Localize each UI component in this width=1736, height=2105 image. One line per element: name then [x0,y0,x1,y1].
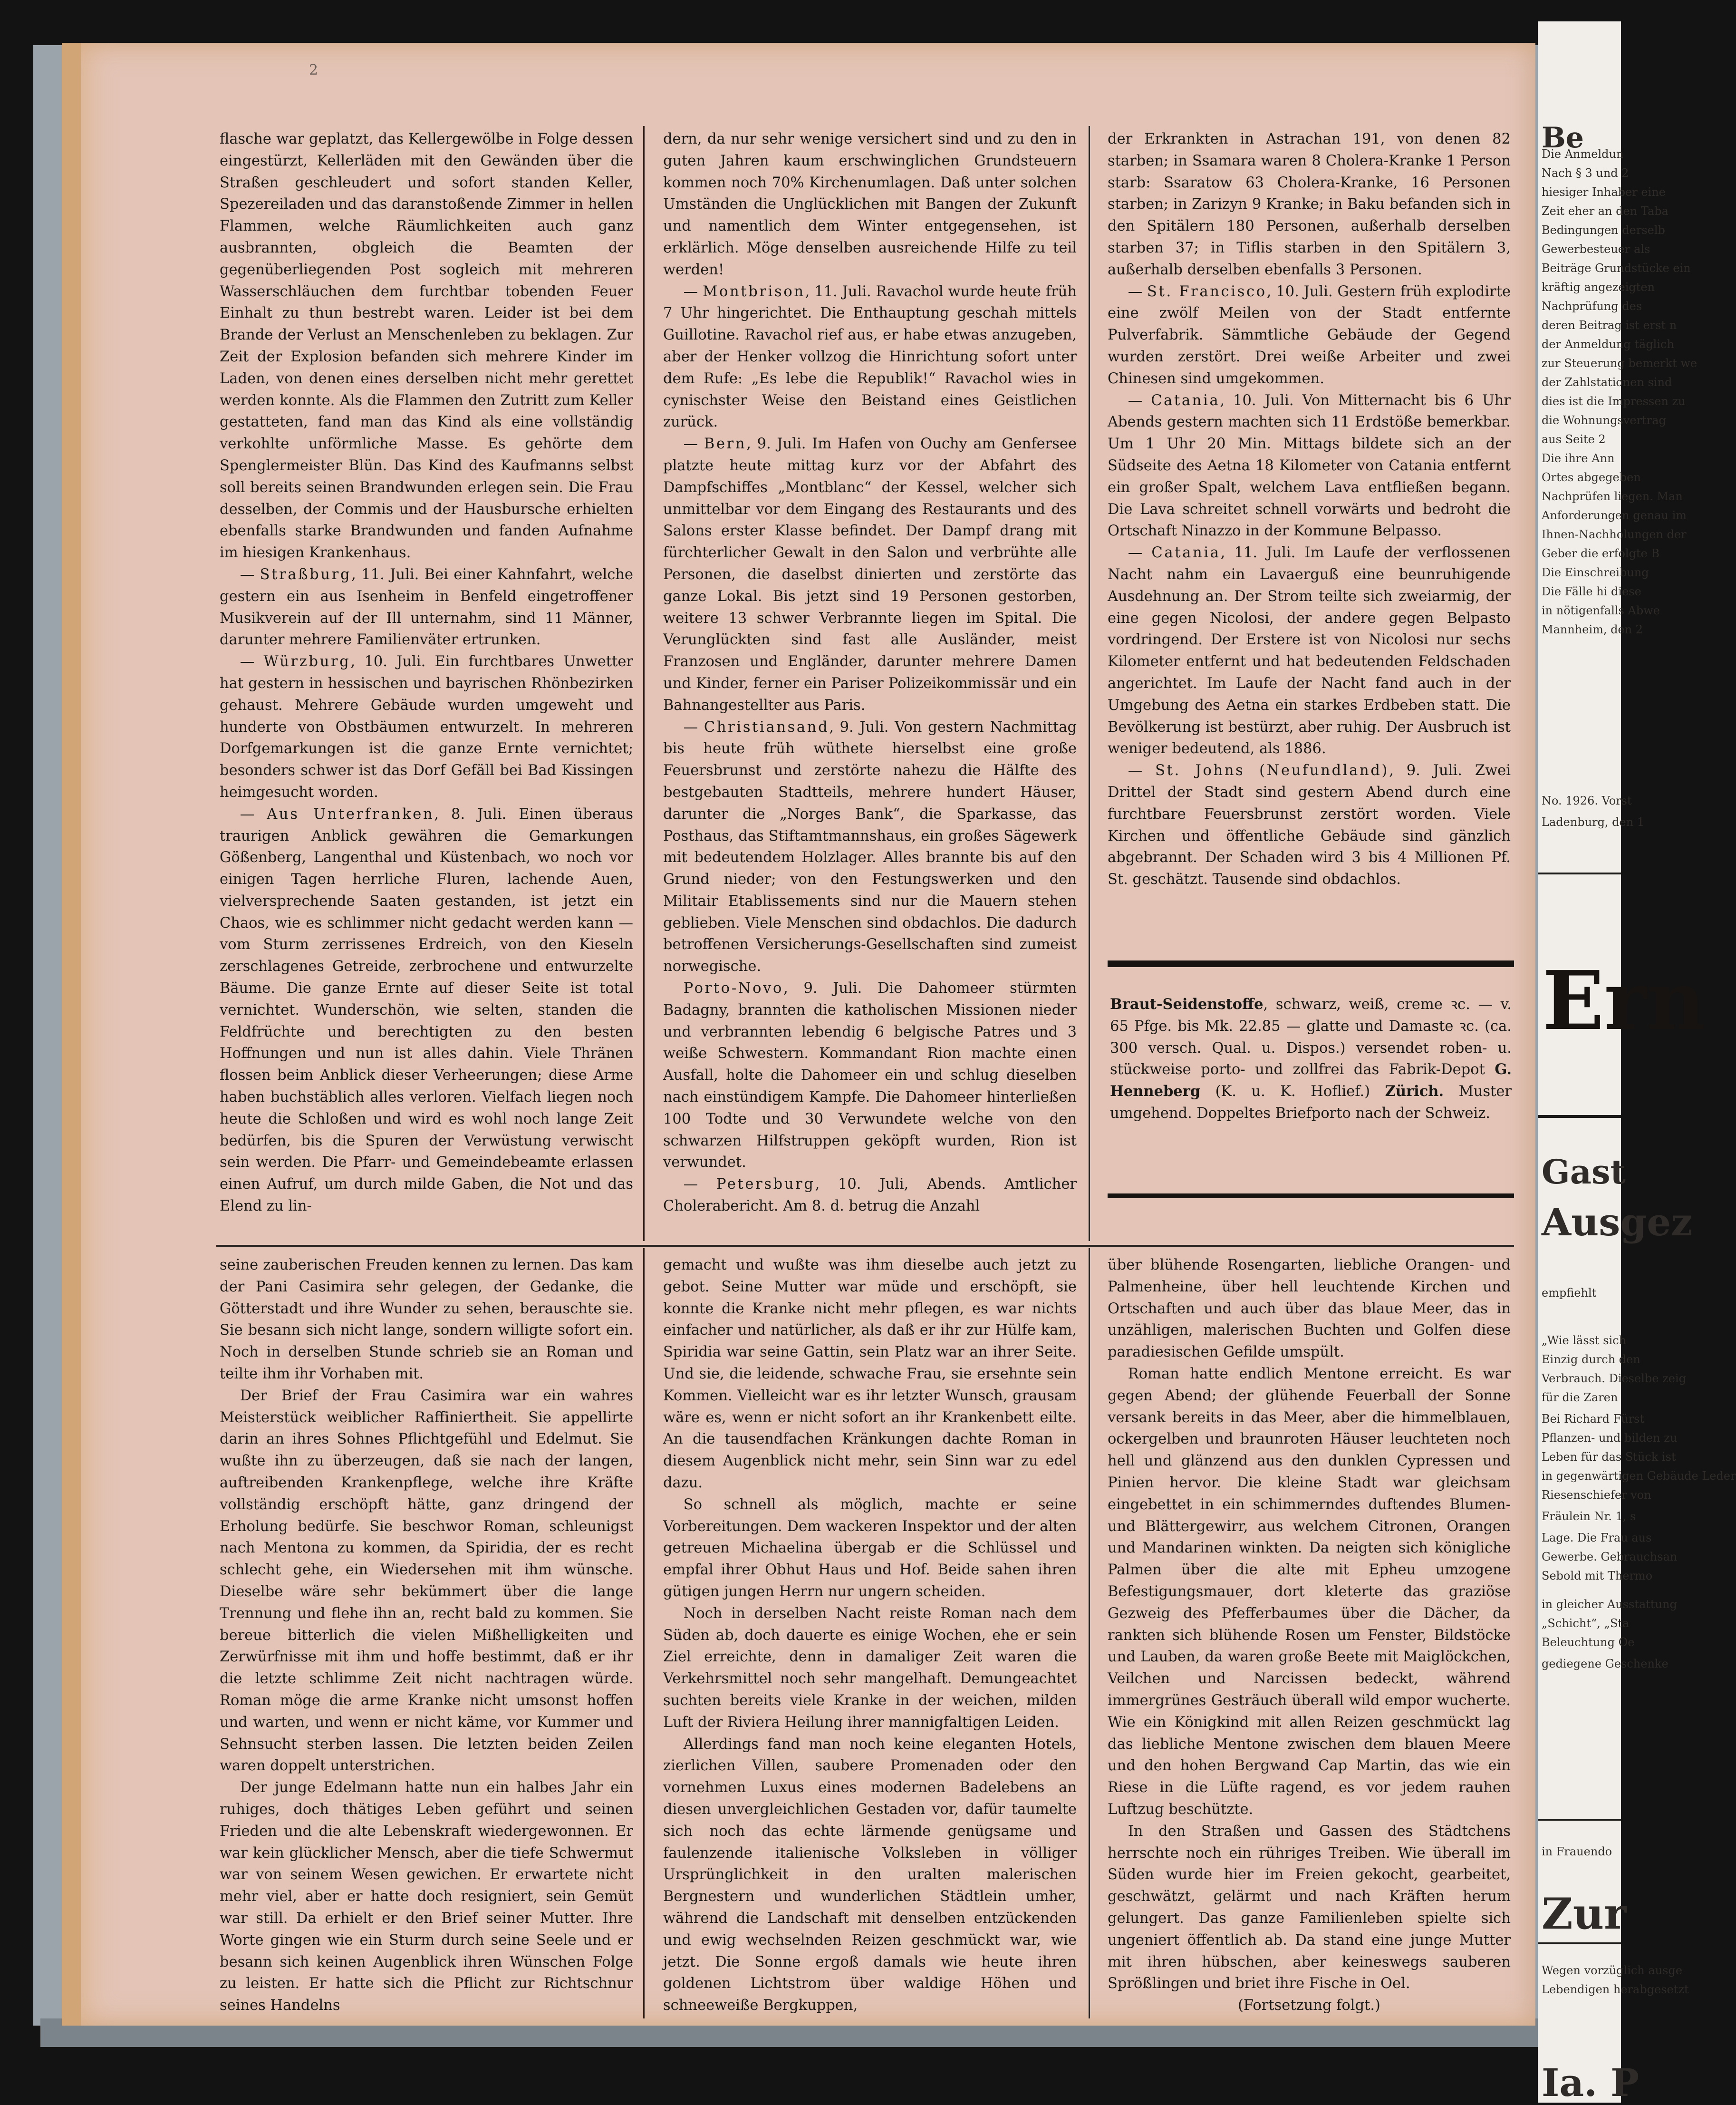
adjacent-page-text: Die Fälle hi diese [1542,585,1641,598]
paragraph-text: So schnell als möglich, machte er seine Vorbereitungen. Dem wackeren Inspektor und der alten getreuen Michaelina übergab er die Schlüssel und empfal ihrer Obhut Haus und Hof. Beide sahen ihren gütigen jungen Herrn nur ungern scheiden. [663,1496,1077,1600]
adjacent-page-text: in gegenwärtigen Gebäude Leder [1542,1469,1736,1483]
dash: — [1128,392,1151,409]
ad-body: , schwarz, weiß, creme ꝛc. — v. 65 Pfge. bis Mk. 22.85 — glatte und Damaste ꝛc. (ca. 300 versch. Qual. u. Dispos.) versendet roben- u. stückweise porto- und zollfrei das Fabrik-Depot [1110,996,1512,1078]
adjacent-page-text: Die ihre Ann [1542,452,1615,465]
paragraph [663,281,1077,434]
adjacent-page-text: in Frauendo [1542,1845,1612,1858]
paragraph [663,1734,1077,2017]
adjacent-page-text: Mannheim, den 2 [1542,623,1643,636]
page-fold-shadow [62,43,81,2026]
dash: — [1128,762,1156,779]
paragraph-text: In den Straßen und Gassen des Städtchens herrschte noch ein rühriges Treiben. Wie überall im Süden wurde hier im Freien gekocht, gearbeitet, geschwätzt, gelärmt und nach Kräften herum gelungert. Das ganze Familienleben spielte sich ungeniert öffentlich ab. Da stand eine junge Mutter mit ihren hübschen, aber keineswegs sauberen Sprößlingen und briet ihre Fische in Oel. [1108,1823,1511,1992]
adjacent-page-text: Nach § 3 und 2 [1542,166,1629,180]
adjacent-page-text: die Wohnungsvertrag [1542,414,1666,427]
adjacent-page-text: Fräulein Nr. 1, s [1542,1510,1636,1523]
adjacent-page-text: Gast [1542,1152,1626,1192]
adjacent-page-text: Bedingungen derselb [1542,223,1665,237]
dateline-place: Catania [1151,544,1221,562]
adjacent-page-text: Ortes abgegeben [1542,471,1641,484]
paragraph [1108,1254,1511,1363]
paragraph-text: , 9. Juli. Von gestern Nachmittag bis heute früh wüthete hierselbst eine große Feuersbrunst und zerstörte nahezu die Hälfte des bestgebauten Stadtteils, mehrere hundert Häuser, darunter die „Norges Bank“, die Sparkasse, das Posthaus, das Stiftamtmannshaus, ein großes Sägewerk mit bedeutendem Holzlager. Alles brannte bis auf den Grund nieder; von den Festungswerken und den Militair Etablissements sind nur die Mauern stehen geblieben. Viele Menschen sind obdachlos. Die dadurch betroffenen Versicherungs-Gesellschaften sind zumeist norwegische. [663,718,1077,975]
adjacent-page-text: Nachprüfen liegen. Man [1542,490,1683,503]
ad-firm: G. Henneberg [1110,1061,1512,1100]
news-column-1 [220,128,633,1241]
adjacent-page-text: gediegene Geschenke [1542,1657,1668,1670]
dateline-place: Montbrison [703,283,805,300]
dateline-place: Aus Unterfranken [267,805,434,823]
paragraph-text: , 10. Juli. Gestern früh explodirte eine zwölf Meilen von der Stadt entfernte Pulverfabrik. Sämmtliche Gebäude der Gegend wurden zerstört. Drei weiße Arbeiter und zwei Chinesen sind umgekommen. [1108,283,1511,387]
adjacent-page-text: Geber die erfolgte B [1542,547,1660,560]
dateline-place: St. Francisco [1147,283,1267,300]
ad-body-3: Muster umgehend. Doppeltes Briefporto nach der Schweiz. [1110,1083,1512,1122]
adjacent-page-text: zur Steuerung bemerkt we [1542,357,1697,370]
paragraph [1108,128,1511,281]
adjacent-page-rule [1538,1819,1621,1821]
paragraph-text: , 10. Juli, Abends. Amtlicher Cholerabericht. Am 8. d. betrug die Anzahl [663,1176,1077,1215]
adjacent-page-text: Verbrauch. Dieselbe zeig [1542,1372,1686,1385]
paragraph-text: gemacht und wußte was ihm dieselbe auch jetzt zu gebot. Seine Mutter war müde und erschöpft, sie konnte die Kranke nicht mehr pflegen, es war nichts einfacher und natürlicher, als daß er ihr zur Hülfe kam, Spiridia war seine Gattin, sein Platz war an ihrer Seite. Und sie, die leidende, schwache Frau, sie ersehnte sein Kommen. Vielleicht war es ihr letzter Wunsch, grausam wäre es, wenn er nicht sofort an ihr Krankenbett eilte. An die tausendfachen Kränkungen dachte Roman in diesem Augenblick nicht mehr, sein Sinn war zu edel dazu. [663,1257,1077,1491]
adjacent-page-rule [1538,1942,1621,1944]
adjacent-page-text: Beleuchtung Oe [1542,1636,1635,1649]
adjacent-page-text: Sebold mit Thermo [1542,1569,1653,1582]
adjacent-page-text: „Schicht“, „Sta [1542,1617,1630,1630]
dateline-place: St. Johns (Neufundland) [1155,762,1389,779]
dateline-place: Porto-Novo [683,980,784,997]
paragraph-text: Allerdings fand man noch keine eleganten Hotels, zierlichen Villen, saubere Promenaden oder den vornehmen Luxus eines modernen Badelebens an diesen unvergleichlichen Gestaden vor, dafür taumelte sich noch das echte lärmende genügsame und faulenzende italienische Volksleben in völliger Ursprünglichkeit in den uralten malerischen Bergnestern und wunderlichen Städtlein umher, während die Landschaft mit denselben entzückenden und ewig wechselnden Reizen geschmückt war, wie jetzt. Die Sonne ergoß damals wie heute ihren goldenen Lichtstrom über waldige Höhen und schneeweiße Bergkuppen, [663,1736,1077,2014]
adjacent-page-text: Gewerbesteuer als [1542,243,1650,256]
paragraph [1108,542,1511,760]
ad-title: Braut-Seidenstoffe [1110,996,1263,1013]
paragraph-text: , 9. Juli. Im Hafen von Ouchy am Genfersee platzte heute mittag kurz vor der Abfahrt des Dampfschiffes „Montblanc“ der Kessel, welcher sich unmittelbar vor dem Eingang des Restaurants und des Salons erster Klasse befindet. Der Dampf drang mit fürchterlicher Gewalt in den Salon und verbrühte alle Personen, die daselbst dinierten und zerstörte das ganze Lokal. Bis jetzt sind 19 Personen gestorben, weitere 13 schwer Verbrannte liegen im Spital. Die Verunglückten sind fast alle Ausländer, meist Franzosen und Engländer, darunter mehrere Damen und Kinder, ferner ein Pariser Polizeikommissär und ein Bahnangestellter aus Paris. [663,436,1077,714]
paragraph-text: flasche war geplatzt, das Kellergewölbe in Folge dessen eingestürzt, Kellerläden mit den Gewänden über die Straßen geschleudert und sofort standen Keller, Spezereiladen und das daranstoßende Zimmer in hellen Flammen, welche Räumlichkeiten auch ganz ausbrannten, obgleich die Beamten der gegenüberliegenden Post sogleich mit mehreren Wasserschläuchen dem furchtbar tobenden Feuer Einhalt zu thun bestrebt waren. Leider ist bei dem Brande der Verlust an Menschenleben zu beklagen. Zur Zeit der Explosion befanden sich mehrere Kinder im Laden, von denen eines derselben nicht mehr gerettet werden konnte. Als die Flammen den Zutritt zum Keller gestatteten, fand man das Kind als eine vollständig verkohlte unförmliche Masse. Es gehörte dem Spenglermeister Blün. Das Kind des Kaufmanns selbst soll bereits seinen Brandwunden erlegen sein. Die Frau desselben, der Commis und der Hausbursche erhielten ebenfalls starke Brandwunden und fanden Aufnahme im hiesigen Krankenhaus. [220,131,633,562]
paragraph [663,1254,1077,1494]
adjacent-page-text: Be [1542,121,1584,155]
adjacent-page-text: aus Seite 2 [1542,433,1606,446]
dash: — [240,653,264,670]
dateline-place: Petersburg [716,1176,815,1193]
dateline-place: Bern [704,436,747,453]
dash: — [683,436,704,453]
dateline-place: Straßburg [260,566,352,583]
adjacent-page-text: deren Beitrag ist erst n [1542,319,1677,332]
paragraph [1108,390,1511,543]
column-rule [643,126,645,1241]
paragraph-text: Der Brief der Frau Casimira war ein wahres Meisterstück weiblicher Raffiniertheit. Sie appellirte darin an ihres Sohnes Pflichtgefühl und Edelmut. Sie wußte ihn zu überzeugen, daß sie nach der langen, auftreibenden Krankenpflege, welche ihre Kräfte vollständig erschöpft hätte, ganz dringend der Erholung bedürfe. Sie beschwor Roman, schleunigst nach Mentona zu kommen, da Spiridia, der es recht schlecht gehe, ein Wiedersehen mit ihm wünsche. Dieselbe wäre sehr bekümmert über die lange Trennung und flehe ihn an, recht bald zu kommen. Sie bereue bitterlich die vielen Mißhelligkeiten und Zerwürfnisse mit ihm und hoffe bestimmt, daß er ihr die letzte schlimme Zeit nicht nachtragen würde. Roman möge die arme Kranke nicht umsonst hoffen und warten, und wenn er nicht käme, vor Kummer und Sehnsucht sterben lassen. Die letzten beiden Zeilen waren doppelt unterstrichen. [220,1387,633,1775]
paragraph-text: , 11. Juli. Ravachol wurde heute früh 7 Uhr hingerichtet. Die Enthauptung geschah mittels Guillotine. Ravachol rief aus, er habe etwas anzugeben, aber der Henker vollzog die Hinrichtung sofort unter dem Rufe: „Es lebe die Republik!“ Ravachol wies in cynischster Weise den Beistand eines Geistlichen zurück. [663,283,1077,431]
adjacent-page-text: No. 1926. Vorst [1542,794,1632,807]
news-column-3 [1108,128,1511,946]
paragraph-text: der Erkrankten in Astrachan 191, von denen 82 starben; in Ssamara waren 8 Cholera-Kranke 1 Person starb: Ssaratow 63 Cholera-Kranke, 16 Personen starben; in Zarizyn 9 Kranke; in Baku befanden sich in den Spitälern 180 Personen, außerhalb derselben starben 37; in Tiflis starben in den Spitälern 3, außerhalb derselben ebenfalls 3 Personen. [1108,131,1511,278]
dash: — [1128,283,1148,300]
feuilleton-column-3 [1108,1254,1511,2015]
paragraph-text: , 9. Juli. Die Dahomeer stürmten Badagny, brannten die katholischen Missionen nieder und verbrannten lebendig 6 belgische Patres und 3 weiße Schwestern. Kommandant Rion machte einen Ausfall, holte die Dahomeer ein und schlug dieselben nach einstündigem Kampfe. Die Dahomeer hinterließen 100 Todte und 30 Verwundete welche von den schwarzen Hilfstruppen geköpft wurden, Rion ist verwundet. [663,980,1077,1171]
paragraph-text: , 10. Juli. Von Mitternacht bis 6 Uhr Abends gestern machten sich 11 Erdstöße bemerkbar. Um 1 Uhr 20 Min. Mittags bildete sich an der Südseite des Aetna 18 Kilometer von Catania entfernt ein großer Spalt, welchem Lava entfließen begann. Die Lava schreitet schnell vorwärts und bedroht die Ortschaft Ninazzo in der Kommune Belpasso. [1108,392,1511,540]
paragraph [1108,1821,1511,1995]
column-rule [1089,126,1090,1241]
adjacent-page-text: Beiträge Grundstücke ein [1542,262,1691,275]
adjacent-page-text: Ladenburg, den 1 [1542,815,1645,829]
paragraph-text: , 9. Juli. Zwei Drittel der Stadt sind gestern Abend durch eine furchtbare Feuersbrunst zerstört worden. Viele Kirchen und öffentliche Gebäude sind gänzlich abgebrannt. Der Schaden wird 3 bis 4 Millionen Pf. St. geschätzt. Tausende sind obdachlos. [1108,762,1511,888]
adjacent-page-text: in gleicher Ausstattung [1542,1598,1677,1611]
adjacent-page-fragment [1538,21,1736,2105]
ad-city: Zürich. [1385,1083,1444,1100]
ad-body-2: (K. u. K. Hoflief.) [1200,1083,1385,1100]
adjacent-page-text: hiesiger Inhaber eine [1542,185,1666,199]
paragraph [220,1777,633,2017]
dash: — [240,805,267,823]
adjacent-page-text: Leben für das Stück ist [1542,1450,1676,1464]
adjacent-page-text: Ausgez [1542,1200,1693,1244]
paragraph [663,1494,1077,1603]
paragraph [220,804,633,1217]
adjacent-page-text: Zeit eher an den Taba [1542,204,1668,218]
adjacent-page-text: für die Zaren [1542,1391,1618,1404]
paragraph [663,717,1077,978]
paragraph-text: (Fortsetzung folgt.) [1238,1997,1380,2014]
dash: — [240,566,260,583]
adjacent-page-text: Bei Richard Fürst [1542,1412,1645,1426]
feuilleton-separator [216,1245,1514,1247]
paragraph-text: , 11. Juli. Im Laufe der verflossenen Nacht nahm ein Lavaerguß eine beunruhigende Ausdehnung an. Der Strom teilte sich zweiarmig, der eine gegen Nicolosi, der andere gegen Belpasto vordringend. Der Erstere ist von Nicolosi nur sechs Kilometer entfernt und hat bedeutenden Feldschaden angerichtet. Im Laufe der Nacht fand auch in der Umgebung des Aetna ein starkes Erdbeben statt. Die Bevölkerung ist bestürzt, aber ruhig. Der Ausbruch ist weniger bedeutend, als 1886. [1108,544,1511,757]
adjacent-page-text: Einzig durch den [1542,1353,1640,1366]
ad-bottom-rule [1108,1193,1514,1198]
advertisement-braut-seidenstoffe [1110,994,1512,1125]
adjacent-page-rule [1538,873,1621,874]
paragraph-text: Der junge Edelmann hatte nun ein halbes Jahr ein ruhiges, doch thätiges Leben geführt und seinen Frieden und die alte Lebenskraft wiedergewonnen. Er war kein glücklicher Mensch, aber die tiefe Schwermut war von seinem Wesen gewichen. Er erwartete nicht mehr viel, aber er hatte doch resigniert, sein Gemüt war still. Da erhielt er den Brief seiner Mutter. Ihre Worte gingen wie ein Sturm durch seine Seele und er besann sich keinen Augenblick ihren Wünschen Folge zu leisten. Er hatte sich die Pflicht zur Richtschnur seines Handelns [220,1779,633,2014]
adjacent-page-headline: Ern [1543,953,1706,1048]
adjacent-page-text: Gewerbe. Gebrauchsan [1542,1550,1678,1563]
paragraph [220,1385,633,1777]
paragraph [663,128,1077,281]
adjacent-page-text: Ia. P [1542,2060,1640,2105]
paragraph [1108,760,1511,891]
paragraph [220,564,633,651]
paragraph [1108,281,1511,390]
page-pencil-mark: 2 [309,62,318,78]
feuilleton-column-2 [663,1254,1077,2015]
adjacent-page-text: der Zahlstationen sind [1542,376,1672,389]
adjacent-page-text: Lage. Die Frau aus [1542,1531,1652,1544]
dateline-place: Würzburg [263,653,351,670]
adjacent-page-text: kräftig angezeigten [1542,281,1655,294]
adjacent-page-text: Riesenschiefer von [1542,1488,1651,1502]
adjacent-page-text: Zur [1542,1889,1627,1939]
dateline-place: Christiansand [704,718,829,736]
dateline-place: Catania [1151,392,1220,409]
adjacent-page-text: Pflanzen- und bilden zu [1542,1431,1678,1445]
dash: — [1128,544,1152,562]
paragraph-text: , 8. Juli. Einen überaus traurigen Anblick gewähren die Gemarkungen Gößenberg, Langenthal und Küstenbach, wo noch vor einigen Tagen herrliche Fluren, lachende Auen, vielversprechende Saaten gestanden, ist jetzt ein Chaos, wie es schlimmer nicht gedacht werden kann — vom Sturm zerrissenes Erdreich, von den Kieseln zerschlagenes Getreide, zerbrochene und entwurzelte Bäume. Die ganze Ernte auf dieser Seite ist total vernichtet. Wunderschön, wie selten, standen die Feldfrüchte und berechtigten zu den besten Hoffnungen und nun ist alles dahin. Viele Thränen flossen beim Anblick dieser Verheerungen; diese Arme haben buchstäblich alles verloren. Vielfach liegen noch heute die Schloßen und wird es wohl noch lange Zeit bedürfen, bis die Spuren der Verwüstung verwischt sein werden. Die Pfarr- und Gemeindebeamte erlassen einen Aufruf, um durch milde Gaben, die Not und das Elend zu lin- [220,805,633,1215]
paragraph [1108,1363,1511,1821]
paragraph-text: Noch in derselben Nacht reiste Roman nach dem Süden ab, doch dauerte es einige Wochen, ehe er sein Ziel erreichte, denn in damaliger Zeit waren die Verkehrsmittel noch sehr mangelhaft. Demungeachtet suchten bereits viele Kranke in der weichen, milden Luft der Riviera Heilung ihrer mannigfaltigen Leiden. [663,1605,1077,1731]
paragraph [220,1254,633,1385]
paragraph-text: , 10. Juli. Ein furchtbares Unwetter hat gestern in hessischen und bayrischen Rhönbezirken gehaust. Mehrere Gebäude wurden umgeweht und hunderte von Obstbäumen entwurzelt. In mehreren Dorfgemarkungen ist die ganze Ernte vernichtet; besonders schwer ist das Dorf Gefäll bei Bad Kissingen heimgesucht worden. [220,653,633,801]
adjacent-page-text: dies ist die Impressen zu [1542,395,1686,408]
ad-top-rule [1108,960,1514,967]
paragraph-text: über blühende Rosengarten, liebliche Orangen- und Palmenheine, über hell leuchtende Kirchen und Ortschaften und auch über das blaue Meer, das in unzähligen, malerischen Buchten und Golfen diese paradiesischen Gefilde umspült. [1108,1257,1511,1361]
adjacent-page-text: Lebendigen herabgesetzt [1542,1983,1689,1996]
paragraph-text: Roman hatte endlich Mentone erreicht. Es war gegen Abend; der glühende Feuerball der Sonne versank bereits in das Meer, aber die himmelblauen, ockergelben und braunroten Häuser leuchteten noch hell und glänzend aus den dunklen Cypressen und Pinien hervor. Die kleine Stadt war gleichsam eingebettet in ein schimmerndes duftendes Blumen- und Blättergewirr, aus welchem Citronen, Orangen und Mandarinen winkten. Da neigten sich königliche Palmen über die alte mit Epheu umzogene Befestigungsmauer, dort kleterte das graziöse Gezweig des Pfefferbaumes über die Dächer, da rankten sich blühende Rosen um Fenster, Bildstöcke und Lauben, da waren große Beete mit Maiglöckchen, Veilchen und Narcissen bedeckt, während immergrünes Gesträuch überall wild empor wucherte. Wie ein Königkind mit allen Reizen geschmückt lag das liebliche Mentone zwischen dem blauen Meere und den hohen Bergwand Cap Martin, das wie ein Riese in die Lüfte ragend, es vor jedem rauhen Luftzug beschützte. [1108,1365,1511,1818]
paragraph [1108,1995,1511,2017]
news-column-2 [663,128,1077,1241]
adjacent-page-text: Anforderungen genau im [1542,509,1687,522]
feuilleton-column-1 [220,1254,633,2015]
adjacent-page-text: Die Anmeldun [1542,147,1624,161]
adjacent-page-text: Wegen vorzüglich ausge [1542,1964,1683,1977]
adjacent-page-text: in nötigenfalls Abwe [1542,604,1660,617]
adjacent-page-rule [1538,1115,1621,1118]
paragraph [663,433,1077,716]
paragraph [663,1174,1077,1217]
column-rule [643,1248,645,2018]
dash: — [683,1176,716,1193]
column-rule [1089,1248,1090,2018]
adjacent-page-text: „Wie lässt sich [1542,1334,1627,1347]
paragraph-text: dern, da nur sehr wenige versichert sind und zu den in guten Jahren kaum erschwinglichen Grundsteuern kommen noch 70% Kirchenumlagen. Daß unter solchen Umständen die Unglücklichen mit Bangen der Zukunft und namentlich dem Winter entgegensehen, ist erklärlich. Möge denselben ausreichende Hilfe zu teil werden! [663,131,1077,278]
adjacent-page-text: empfiehlt [1542,1286,1597,1300]
dash: — [683,283,703,300]
paragraph [220,128,633,564]
adjacent-page-text: Ihnen-Nachholungen der [1542,528,1687,541]
dash: — [683,718,704,736]
paragraph [220,651,633,804]
paragraph-text: , 11. Juli. Bei einer Kahnfahrt, welche gestern ein aus Isenheim in Benfeld eingetroffener Musikverein auf der Ill unternahm, sind 11 Männer, darunter mehrere Familienväter ertrunken. [220,566,633,649]
adjacent-page-text: der Anmeldung täglich [1542,338,1674,351]
paragraph [663,978,1077,1174]
adjacent-page-text: Nachprüfung des [1542,300,1642,313]
adjacent-page-text: Die Einschreibung [1542,566,1649,579]
paragraph-text: seine zauberischen Freuden kennen zu lernen. Das kam der Pani Casimira sehr gelegen, der Gedanke, die Götterstadt und ihre Wunder zu sehen, berauschte sie. Sie besann sich nicht lange, sondern willigte sofort ein. Noch in derselben Stunde schrieb sie an Roman und teilte ihm ihr Vorhaben mit. [220,1257,633,1382]
paragraph [663,1603,1077,1734]
